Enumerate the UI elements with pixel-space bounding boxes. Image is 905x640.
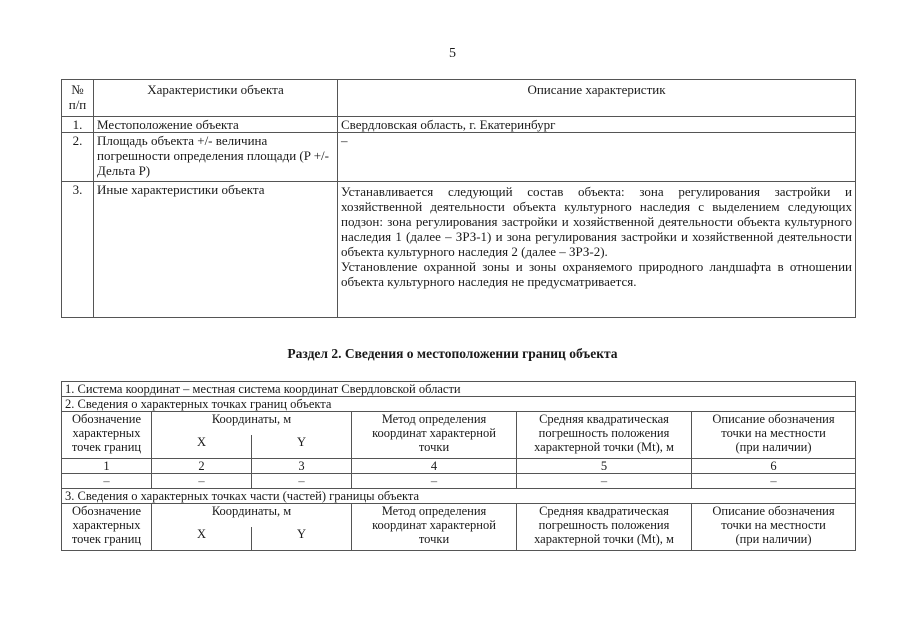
parts-section-title: 3. Сведения о характерных точках части (частей) границы объекта <box>62 489 856 504</box>
object-characteristics-table <box>61 79 856 318</box>
description-paragraph: Устанавливается следующий состав объекта: зона регулирования застройки и хозяйственной деятельности объекта культурного наследия с выделением следующих подзон: зона регулирования застройки и хозяйственной деятельности объекта культурного наследия 1 (далее – ЗРЗ-1) и зона регулирования застройки и хозяйственной деятельности объекта культурного наследия 2 (далее – ЗРЗ-2). <box>341 184 852 259</box>
row-description: – <box>338 133 856 182</box>
table-header-row <box>62 412 856 436</box>
header-error: Средняя квадратическая погрешность положения характерной точки (Mt), м <box>517 412 692 459</box>
row-num: 2. <box>62 133 94 182</box>
header-error: Средняя квадратическая погрешность положения характерной точки (Mt), м <box>517 504 692 551</box>
col-number: 5 <box>517 459 692 474</box>
section-title: Раздел 2. Сведения о местоположении границ объекта <box>287 346 618 361</box>
coordinate-system-row <box>62 382 856 397</box>
row-description <box>338 182 856 318</box>
dash-cell: – <box>152 474 252 489</box>
page-number: 5 <box>449 46 456 61</box>
header-y: Y <box>252 527 352 551</box>
header-coordinates: Координаты, м <box>152 412 352 436</box>
col-number: 3 <box>252 459 352 474</box>
boundary-points-table <box>61 381 856 551</box>
column-numbers-row <box>62 459 856 474</box>
description-paragraph: Установление охранной зоны и зоны охраняемого природного ландшафта в отношении объекта культурного наследия не предусматривается. <box>341 259 852 289</box>
row-characteristic: Иные характеристики объекта <box>94 182 338 318</box>
table-row <box>62 133 856 182</box>
col-number: 2 <box>152 459 252 474</box>
header-descr: Описание обозначения точки на местности (при наличии) <box>692 412 856 459</box>
table-header-row <box>62 80 856 117</box>
dash-cell: – <box>692 474 856 489</box>
header-x: X <box>152 435 252 459</box>
col-number: 6 <box>692 459 856 474</box>
header-method: Метод определения координат характерной точки <box>352 412 517 459</box>
header-descr: Описание обозначения точки на местности (при наличии) <box>692 504 856 551</box>
header-x: X <box>152 527 252 551</box>
table-row <box>62 474 856 489</box>
table-row <box>62 182 856 318</box>
dash-cell: – <box>62 474 152 489</box>
points-section-title: 2. Сведения о характерных точках границ объекта <box>62 397 856 412</box>
header-characteristics: Характеристики объекта <box>94 80 338 117</box>
header-designation: Обозначение характерных точек границ <box>62 504 152 551</box>
dash-cell: – <box>252 474 352 489</box>
header-coordinates: Координаты, м <box>152 504 352 528</box>
table-header-row <box>62 504 856 528</box>
header-num: № п/п <box>62 80 94 117</box>
header-y: Y <box>252 435 352 459</box>
points-section-row <box>62 397 856 412</box>
col-number: 4 <box>352 459 517 474</box>
row-num: 1. <box>62 117 94 133</box>
table-row <box>62 117 856 133</box>
header-method: Метод определения координат характерной точки <box>352 504 517 551</box>
row-description: Свердловская область, г. Екатеринбург <box>338 117 856 133</box>
dash-cell: – <box>517 474 692 489</box>
col-number: 1 <box>62 459 152 474</box>
row-characteristic: Площадь объекта +/- величина погрешности определения площади (P +/- Дельта P) <box>94 133 338 182</box>
row-num: 3. <box>62 182 94 318</box>
dash-cell: – <box>352 474 517 489</box>
coordinate-system: 1. Система координат – местная система координат Свердловской области <box>62 382 856 397</box>
parts-section-row <box>62 489 856 504</box>
header-description: Описание характеристик <box>338 80 856 117</box>
row-characteristic: Местоположение объекта <box>94 117 338 133</box>
header-designation: Обозначение характерных точек границ <box>62 412 152 459</box>
